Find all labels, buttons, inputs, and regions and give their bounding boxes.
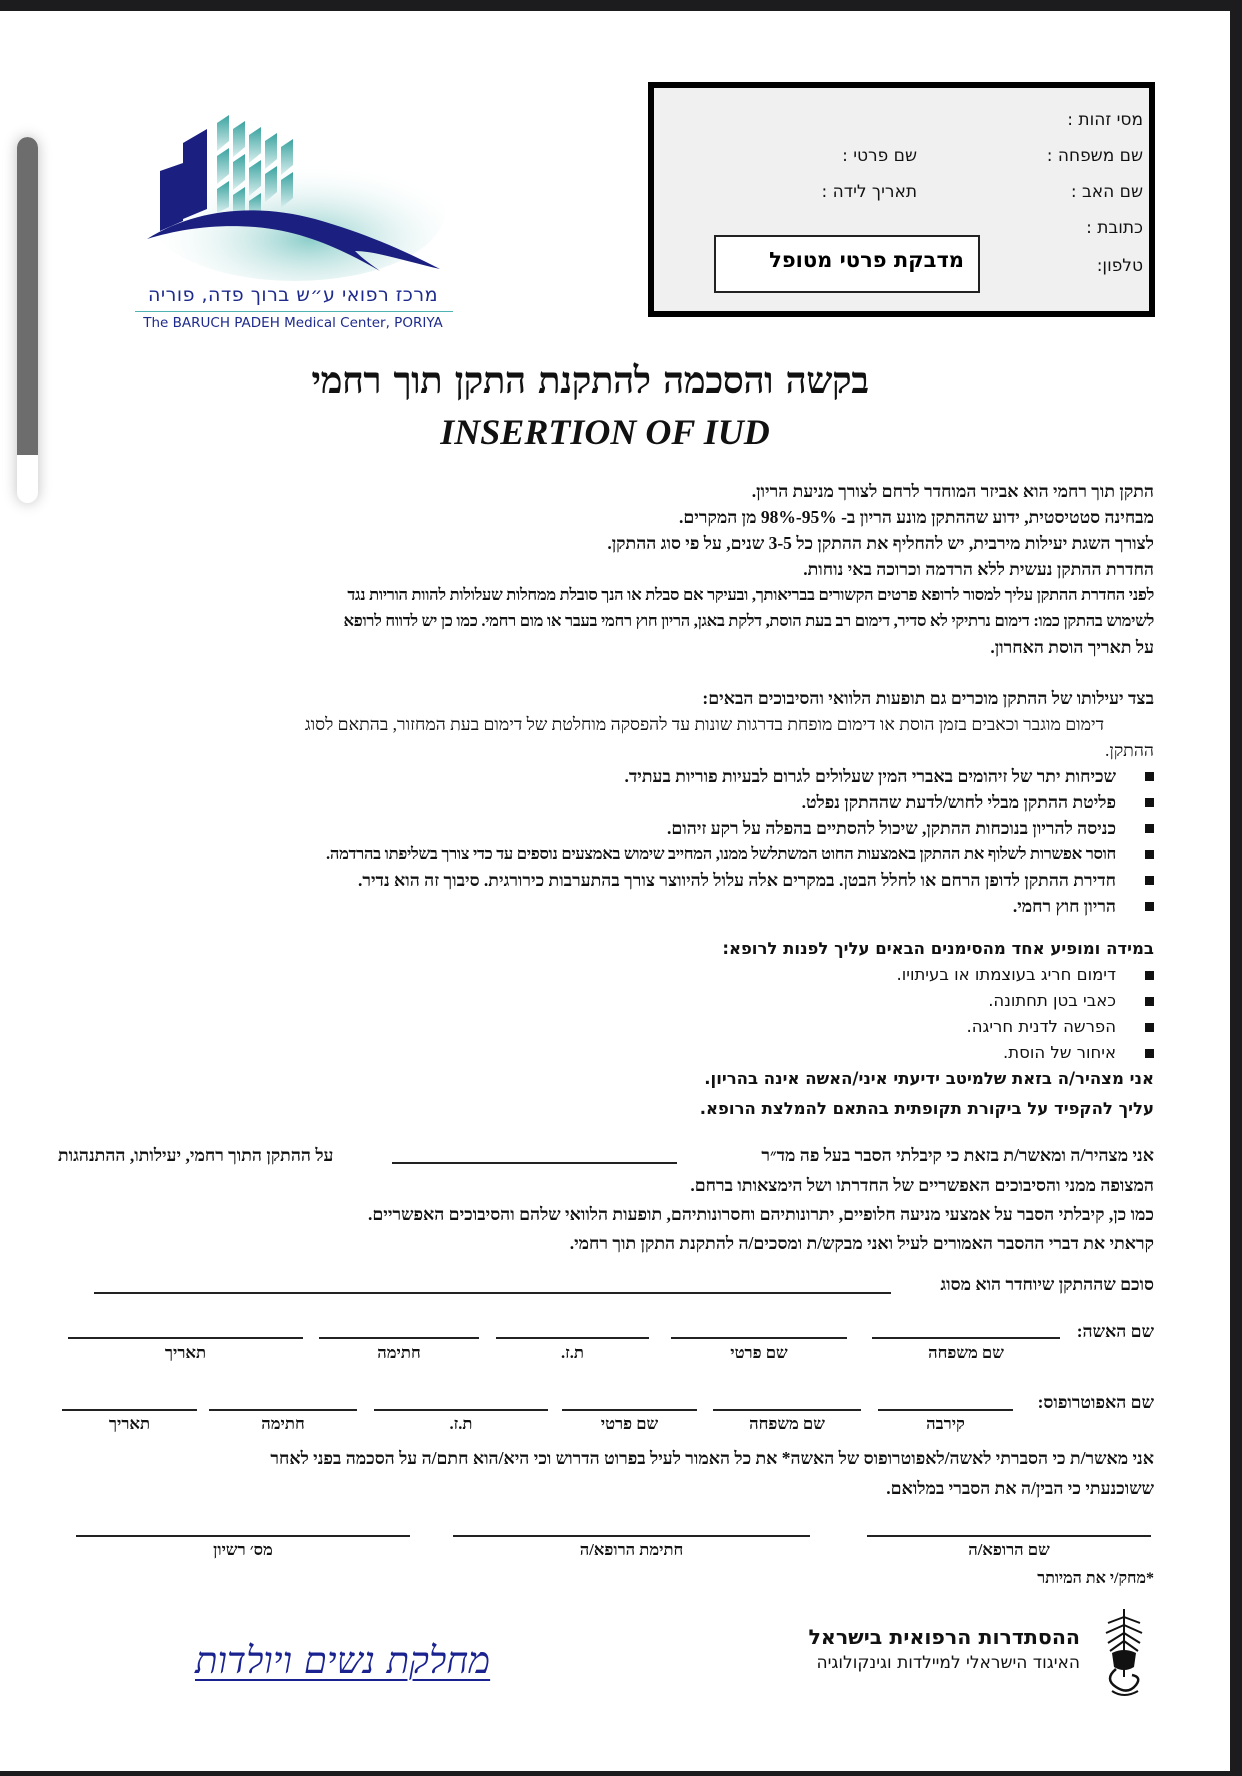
scrollbar-thumb[interactable]: [17, 137, 38, 455]
woman-label: שם האשה:: [1076, 1321, 1154, 1341]
document-title-hebrew: בקשה והסכמה להתקנת התקן תוך רחמי: [311, 358, 869, 402]
woman-date-label: תאריך: [164, 1343, 207, 1362]
medical-association-emblem-icon: [1098, 1607, 1150, 1699]
woman-id-field[interactable]: [496, 1337, 649, 1339]
list-item: חדירת ההתקן לדופן הרחם או לחלל הבטן. במקרים אלה עלול להיווצר צורך בהתערבות כירורגית. סיבוך זה הוא נדיר.: [54, 867, 1154, 893]
consent-line: המצופה ממני והסיבוכים האפשריים של החדרתו ושל הימצאותו ברחם.: [690, 1175, 1154, 1195]
followup-notice: עליך להקפיד על ביקורת תקופתית בהתאם להמלצת הרופא.: [699, 1099, 1154, 1118]
consent-line: קראתי את דברי ההסבר האמורים לעיל ואני מבקש/ת ומסכים/ה להתקנת התקן תוך רחמי.: [569, 1233, 1154, 1253]
woman-date-field[interactable]: [68, 1337, 303, 1339]
intro-line: לצורך השגת יעילות מירבית, יש להחליף את ההתקן כל 3-5 שנים, על פי סוג ההתקן.: [607, 533, 1154, 553]
guardian-relation-label: קירבה: [926, 1414, 965, 1433]
license-number-field[interactable]: [76, 1535, 410, 1537]
guardian-signature-label: חתימה: [261, 1414, 305, 1433]
intro-line: לפני החדרת ההתקן עליך למסור לרופא פרטים הקשורים בבריאותך, ובעיקר אם סבלת או הנך סובלת ממחלות שעלולות להוות הוריות נגד: [347, 585, 1154, 604]
guardian-relation-field[interactable]: [878, 1409, 1013, 1411]
document-page: [0, 11, 1230, 1771]
doctor-name-field[interactable]: [392, 1162, 677, 1164]
association-title: ההסתדרות הרפואית בישראל: [808, 1625, 1080, 1649]
physician-name-label: שם הרופא/ה: [968, 1540, 1050, 1559]
intro-line: החדרת ההתקן נעשית ללא הרדמה וכרוכה באי נוחות.: [803, 559, 1154, 579]
department-name: מחלקת נשים ויולדות: [195, 1639, 491, 1682]
list-item: דימום חריג בעוצמתו או בעיתויו.: [654, 962, 1154, 988]
license-number-label: מס׳ רשיון: [213, 1540, 273, 1559]
consent-line1-end: על ההתקן התוך רחמי, יעילותו, ההתנהגות: [58, 1145, 334, 1165]
bullet-icon: [1145, 798, 1154, 807]
hospital-name-hebrew: מרכז רפואי ע״ש ברוך פדה, פוריה: [148, 284, 438, 306]
guardian-id-field[interactable]: [374, 1409, 548, 1411]
guardian-date-field[interactable]: [62, 1409, 197, 1411]
guardian-date-label: תאריך: [108, 1414, 151, 1433]
pregnancy-declaration: אני מצהיר/ה בזאת שלמיטב ידיעתי איני/האשה אינה בהריון.: [704, 1069, 1154, 1088]
logo-divider: [135, 311, 453, 312]
document-scrollbar[interactable]: [17, 137, 38, 503]
phone-label: טלפון:: [1096, 256, 1143, 276]
hospital-name-english: The BARUCH PADEH Medical Center, PORIYA: [143, 315, 443, 331]
birth-date-label: תאריך לידה :: [821, 182, 917, 202]
woman-signature-field[interactable]: [319, 1337, 479, 1339]
intro-line: על תאריך הוסת האחרון.: [990, 637, 1154, 657]
father-name-label: שם האב :: [1070, 182, 1143, 202]
bullet-icon: [1145, 997, 1154, 1006]
bullet-icon: [1145, 772, 1154, 781]
list-item: הפרשה לדנית חריגה.: [654, 1014, 1154, 1040]
guardian-first-name-label: שם פרטי: [600, 1414, 659, 1433]
side-effects-heading: בצד יעילותו של ההתקן מוכרים גם תופעות הלוואי והסיבוכים הבאים:: [702, 688, 1154, 708]
iud-type-field[interactable]: [94, 1292, 891, 1294]
hospital-logo: [125, 101, 465, 346]
iud-type-label: סוכם שההתקן שיוחדר הוא מסוג: [940, 1274, 1154, 1294]
woman-first-name-label: שם פרטי: [730, 1343, 788, 1362]
bullet-icon: [1145, 902, 1154, 911]
physician-statement: ששוכנעתי כי הבין/ה את הסברי במלואם.: [886, 1478, 1154, 1498]
woman-first-name-field[interactable]: [671, 1337, 847, 1339]
intro-line: לשימוש בהתקן כמו: דימום נרתיקי לא סדיר, דימום רב בעת הוסת, דלקת באגן, הריון חוץ רחמי בעבר או מום רחמי. כמו כן יש לדווח לרופא: [343, 611, 1154, 630]
bullet-icon: [1145, 850, 1154, 859]
list-item: איחור של הוסת.: [654, 1040, 1154, 1066]
list-item: הריון חוץ רחמי.: [54, 893, 1154, 919]
physician-signature-field[interactable]: [453, 1535, 810, 1537]
intro-line: התקן תוך רחמי הוא אביזר המוחדר לרחם לצורך מניעת הריון.: [751, 481, 1154, 501]
bullet-icon: [1145, 971, 1154, 980]
address-label: כתובת :: [1086, 218, 1143, 238]
document-title-english: INSERTION OF IUD: [440, 412, 770, 452]
guardian-first-name-field[interactable]: [562, 1409, 697, 1411]
bullet-icon: [1145, 876, 1154, 885]
guardian-label: שם האפוטרופוס:: [1037, 1392, 1154, 1412]
guardian-signature-field[interactable]: [209, 1409, 357, 1411]
id-number-label: מסי זהות :: [1067, 110, 1143, 130]
patient-sticker-area: [714, 235, 980, 293]
list-item: פליטת ההתקן מבלי לחוש/לדעת שההתקן נפלט.: [54, 789, 1154, 815]
side-effects-lead: דימום מוגבר וכאבים בזמן הוסת או דימום מופחת בדרגות שונות עד להפסקה מוחלטת של דימום בעת המחזור, בהתאם לסוג: [304, 714, 1104, 734]
bullet-icon: [1145, 1049, 1154, 1058]
building-logo-icon: [125, 101, 465, 281]
last-name-label: שם משפחה :: [1046, 146, 1143, 166]
first-name-label: שם פרטי :: [842, 146, 917, 166]
physician-name-field[interactable]: [867, 1535, 1151, 1537]
list-item: כניסה להריון בנוכחות ההתקן, שיכול להסתיים בהפלה על רקע זיהום.: [54, 815, 1154, 841]
intro-line: מבחינה סטטיסטית, ידוע שההתקן מונע הריון ב- 95%-98% מן המקרים.: [679, 507, 1154, 527]
side-effects-lead: ההתקן.: [1104, 740, 1154, 760]
list-item: חוסר אפשרות לשלוף את ההתקן באמצעות החוט המשתלשל ממנו, המחייב שימוש באמצעים נוספים עד כדי צורך בשליפתו בהרדמה.: [54, 841, 1154, 867]
woman-last-name-field[interactable]: [872, 1337, 1060, 1339]
consent-line1-start: אני מצהיר/ה ומאשר/ת בזאת כי קיבלתי הסבר בעל פה מד״ר: [761, 1145, 1154, 1165]
bullet-icon: [1145, 1023, 1154, 1032]
woman-last-name-label: שם משפחה: [928, 1343, 1004, 1362]
association-subtitle: האיגוד הישראלי למיילדות וגינקולוגיה: [816, 1653, 1080, 1673]
consent-line: כמו כן, קיבלתי הסבר על אמצעי מניעה חלופיים, יתרונותיהם וחסרונותיהם, תופעות הלוואי שלהם והסיבוכים האפשריים.: [368, 1204, 1154, 1224]
guardian-last-name-field[interactable]: [713, 1409, 861, 1411]
side-effects-list: [54, 763, 1154, 923]
footnote: *מחק/י את המיותר: [1037, 1570, 1154, 1587]
physician-signature-label: חתימת הרופא/ה: [579, 1540, 684, 1559]
woman-signature-label: חתימה: [377, 1343, 421, 1362]
sticker-label: מדבקת פרטי מטופל: [769, 248, 964, 272]
warning-signs-heading: במידה ומופיע אחד מהסימנים הבאים עליך לפנות לרופא:: [722, 939, 1154, 958]
guardian-last-name-label: שם משפחה: [749, 1414, 825, 1433]
patient-details-box: [648, 82, 1155, 317]
list-item: שכיחות יתר של זיהומים באברי המין שעלולים לגרום לבעיות פוריות בעתיד.: [54, 763, 1154, 789]
list-item: כאבי בטן תחתונה.: [654, 988, 1154, 1014]
guardian-id-label: ת.ז.: [449, 1414, 473, 1433]
bullet-icon: [1145, 824, 1154, 833]
woman-id-label: ת.ז.: [561, 1343, 584, 1362]
physician-statement: אני מאשר/ת כי הסברתי לאשה/לאפוטרופוס של האשה* את כל האמור לעיל בפרוט הדרוש וכי היא/הוא חתם/ה על הסכמה בפני לאחר: [270, 1448, 1154, 1468]
warning-signs-list: [654, 962, 1154, 1066]
